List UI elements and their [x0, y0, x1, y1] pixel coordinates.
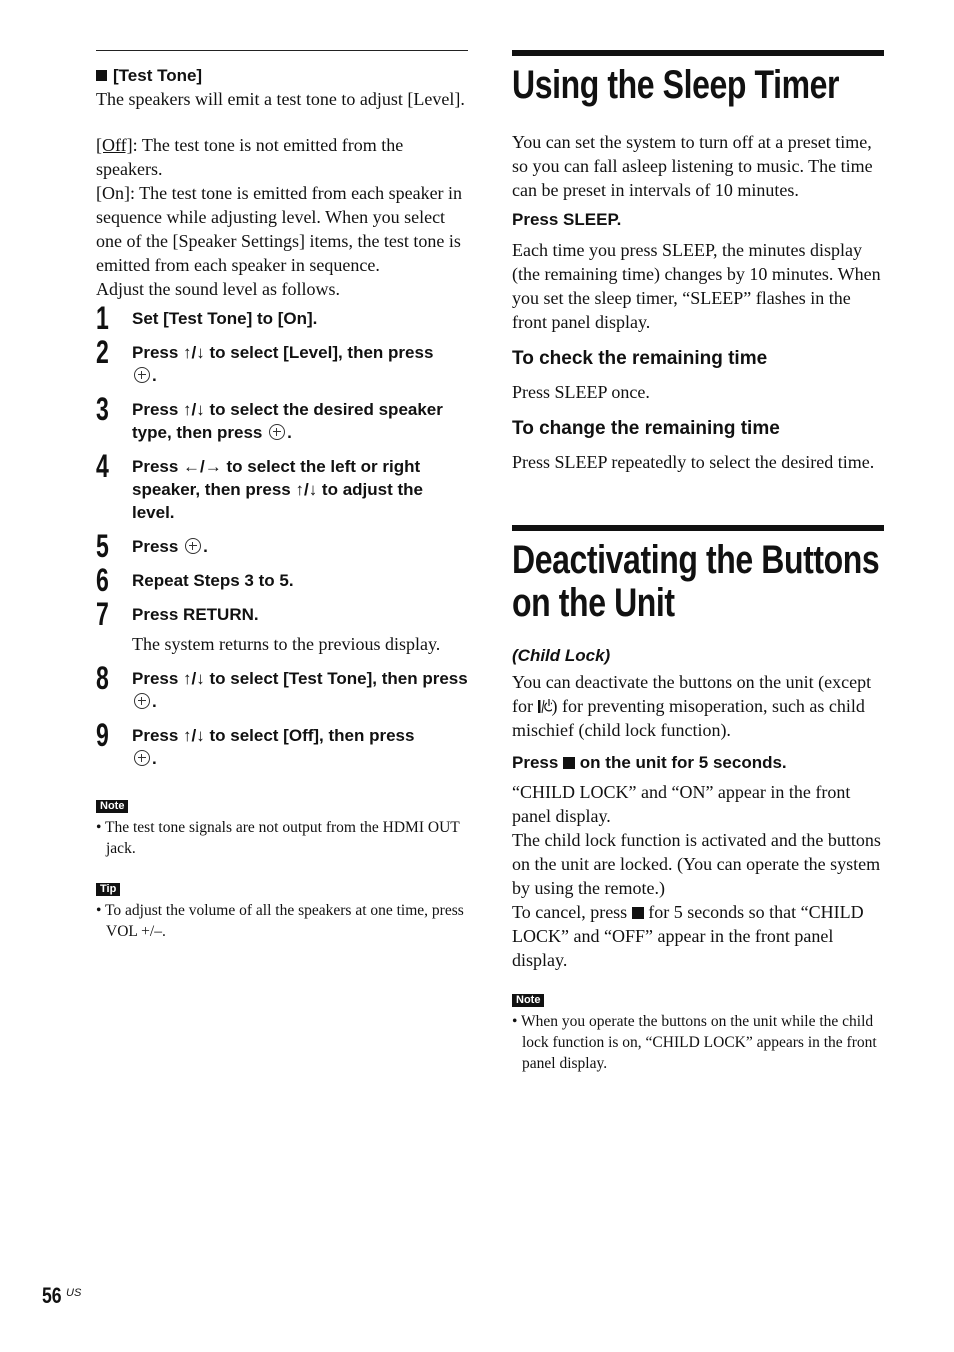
tip-block [96, 879, 468, 942]
step-number: 4 [96, 448, 109, 484]
note-badge: Note [512, 994, 544, 1007]
step-9 [96, 717, 468, 770]
deactivate-title-rule [512, 525, 884, 531]
stop-square-icon [563, 757, 575, 769]
deactivate-title: Deactivating the Buttons on the Unit [512, 538, 880, 625]
right-column [512, 50, 884, 1074]
enter-button-icon [185, 538, 201, 554]
note-block [512, 990, 884, 1074]
note-block [96, 796, 468, 859]
press-stop-heading: Press on the unit for 5 seconds. [512, 753, 787, 772]
check-time-text: Press SLEEP once. [512, 382, 650, 402]
step-number: 9 [96, 717, 109, 753]
tip-badge: Tip [96, 883, 120, 896]
off-label: [Off] [96, 135, 133, 155]
step-list [96, 300, 468, 770]
child-lock-activated-text: The child lock function is activated and the buttons on the unit are locked. (You can operate the system by using the remote.) [512, 830, 881, 898]
square-bullet-icon [96, 70, 107, 81]
step-2 [96, 334, 468, 387]
step-text: Press ↑/↓ to select [Off], then press . [132, 726, 415, 768]
note-badge: Note [96, 800, 128, 813]
power-icon [538, 698, 552, 714]
step-number: 7 [96, 596, 109, 632]
tip-text: • To adjust the volume of all the speakers at one time, press VOL +/–. [96, 902, 464, 940]
step-7 [96, 596, 468, 656]
step-text: Repeat Steps 3 to 5. [132, 571, 294, 590]
step-text: Press ←/→ to select the left or right speaker, then press ↑/↓ to adjust the level. [132, 457, 423, 522]
step-number: 1 [96, 300, 109, 336]
step-number: 6 [96, 562, 109, 598]
step-5 [96, 528, 468, 564]
stop-square-icon [632, 907, 644, 919]
step-text: Press ↑/↓ to select [Level], then press . [132, 343, 434, 385]
sleep-title-rule [512, 50, 884, 56]
enter-button-icon [269, 424, 285, 440]
deactivate-intro: You can deactivate the buttons on the unit (except for ) for preventing misoperation, such as child mischief (child lock function). [512, 672, 872, 740]
step-text: Set [Test Tone] to [On]. [132, 309, 318, 328]
step-text: Press ↑/↓ to select the desired speaker type, then press . [132, 400, 443, 442]
child-lock-on-text: “CHILD LOCK” and “ON” appear in the front panel display. [512, 782, 851, 826]
step-number: 3 [96, 391, 109, 427]
step-1 [96, 300, 468, 336]
note-text: • The test tone signals are not output from the HDMI OUT jack. [96, 819, 460, 857]
note-text: • When you operate the buttons on the unit while the child lock function is on, “CHILD LOCK” appears in the front panel display. [512, 1013, 877, 1072]
off-description: [Off]: The test tone is not emitted from the speakers. [96, 135, 404, 179]
enter-button-icon [134, 750, 150, 766]
change-time-text: Press SLEEP repeatedly to select the desired time. [512, 452, 875, 472]
step-result: The system returns to the previous display. [132, 634, 441, 654]
step-4 [96, 448, 468, 524]
press-sleep-heading: Press SLEEP. [512, 210, 622, 229]
child-lock-subtitle: (Child Lock) [512, 646, 611, 665]
enter-button-icon [134, 367, 150, 383]
press-sleep-description: Each time you press SLEEP, the minutes display (the remaining time) changes by 10 minutes. When you set the sleep timer, “SLEEP” flashes in the front panel display. [512, 240, 881, 332]
change-time-heading: To change the remaining time [512, 418, 780, 439]
test-tone-intro: The speakers will emit a test tone to adjust [Level]. [96, 89, 465, 109]
step-number: 8 [96, 660, 109, 696]
page-number: 56 US [42, 1283, 82, 1308]
step-text: Press . [132, 537, 208, 556]
region-code: US [66, 1287, 82, 1299]
step-6 [96, 562, 468, 598]
step-number: 2 [96, 334, 109, 370]
sleep-timer-title: Using the Sleep Timer [512, 63, 840, 107]
step-text: Press RETURN. [132, 605, 259, 624]
step-3 [96, 391, 468, 444]
top-rule [96, 50, 468, 51]
cancel-instruction: To cancel, press for 5 seconds so that “CHILD LOCK” and “OFF” appear in the front panel display. [512, 902, 864, 970]
test-tone-heading: [Test Tone] [96, 65, 468, 87]
check-time-heading: To check the remaining time [512, 348, 768, 369]
on-description: [On]: The test tone is emitted from each speaker in sequence while adjusting level. When you select one of the [Speaker Settings] items, the test tone is emitted from each speaker in sequence. [96, 183, 463, 275]
sleep-intro: You can set the system to turn off at a preset time, so you can fall asleep listening to music. The time can be preset in intervals of 10 minutes. [512, 132, 873, 200]
spacer [96, 111, 468, 133]
enter-button-icon [134, 693, 150, 709]
step-8 [96, 660, 468, 713]
step-text: Press ↑/↓ to select [Test Tone], then press . [132, 669, 468, 711]
step-number: 5 [96, 528, 109, 564]
left-column [96, 50, 468, 942]
adjust-instruction: Adjust the sound level as follows. [96, 279, 340, 299]
